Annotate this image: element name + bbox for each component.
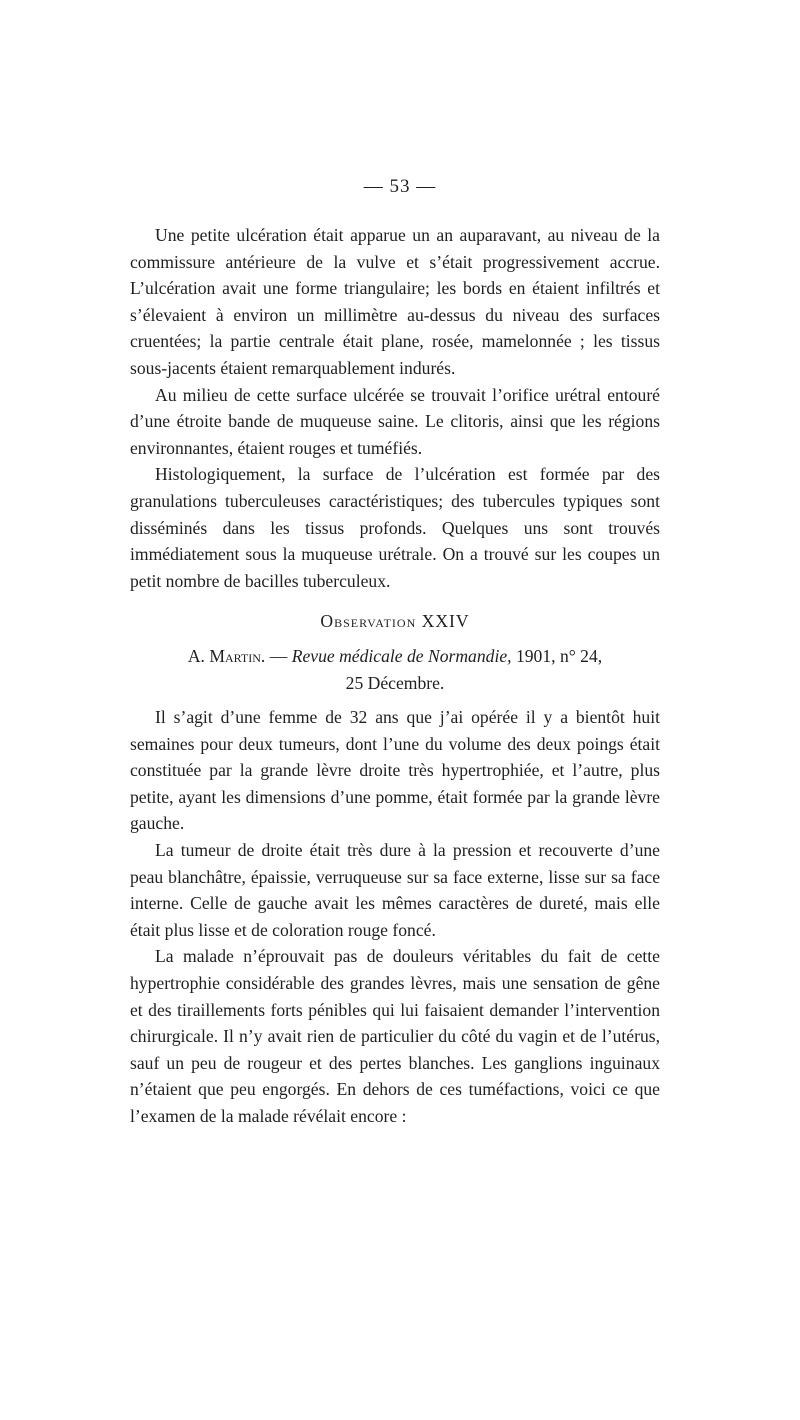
citation-author: A. Martin. bbox=[187, 645, 266, 666]
paragraph: Histologiquement, la surface de l’ulcération est formée par des granulations tuberculeuses caractéristiques; des tubercules typiques sont disséminés dans les tissus profonds. Quelques uns sont trouvés immédiatement sous la muqueuse urétrale. On a trouvé sur les coupes un petit nombre de bacilles tuberculeux. bbox=[130, 464, 660, 591]
observation-title: Observation XXIV bbox=[320, 611, 470, 632]
body-text bbox=[130, 222, 660, 1130]
citation-journal: Revue médicale de Normandie, bbox=[291, 645, 512, 666]
paragraph: Une petite ulcération était apparue un an auparavant, au niveau de la commissure antérieure de la vulve et s’était progressivement accrue. L’ulcération avait une forme triangulaire; les bords en étaient infiltrés et s’élevaient à environ un millimètre au-dessus du niveau des surfaces cruentées; la partie centrale était plane, rosée, mamelonnée ; les tissus sous-jacents étaient remarquablement indurés. bbox=[130, 225, 660, 378]
paragraph: La tumeur de droite était très dure à la pression et recouverte d’une peau blanchâtre, épaissie, verruqueuse sur sa face externe, lisse sur sa face interne. Celle de gauche avait les mêmes caractères de dureté, mais elle était plus lisse et de coloration rouge foncé. bbox=[130, 840, 660, 940]
paragraph: Il s’agit d’une femme de 32 ans que j’ai opérée il y a bientôt huit semaines pour deux tumeurs, dont l’une du volume des deux poings était constituée par la grande lèvre droite très hypertrophiée, et l’autre, plus petite, ayant les dimensions d’une pomme, était formée par la grande lèvre gauche. bbox=[130, 707, 660, 834]
citation bbox=[130, 643, 660, 696]
citation-date: 25 Décembre. bbox=[345, 672, 445, 693]
page-number: — 53 — bbox=[363, 176, 437, 197]
citation-details: 1901, n° 24, bbox=[511, 645, 603, 666]
paragraph: Au milieu de cette surface ulcérée se trouvait l’orifice urétral entouré d’une étroite bande de muqueuse saine. Le clitoris, ainsi que les régions environnantes, étaient rouges et tuméfiés. bbox=[130, 384, 660, 458]
paragraph: La malade n’éprouvait pas de douleurs véritables du fait de cette hypertrophie considérable des grandes lèvres, mais une sensation de gêne et des tiraillements forts pénibles qui lui faisaient demander l’intervention chirurgicale. Il n’y avait rien de particulier du côté du vagin et de l’utérus, sauf un peu de rougeur et des pertes blanches. Les ganglions inguinaux n’étaient que peu engorgés. En dehors de ces tuméfactions, voici ce que l’examen de la malade révélait encore : bbox=[130, 946, 660, 1126]
citation-dash: — bbox=[265, 645, 292, 666]
